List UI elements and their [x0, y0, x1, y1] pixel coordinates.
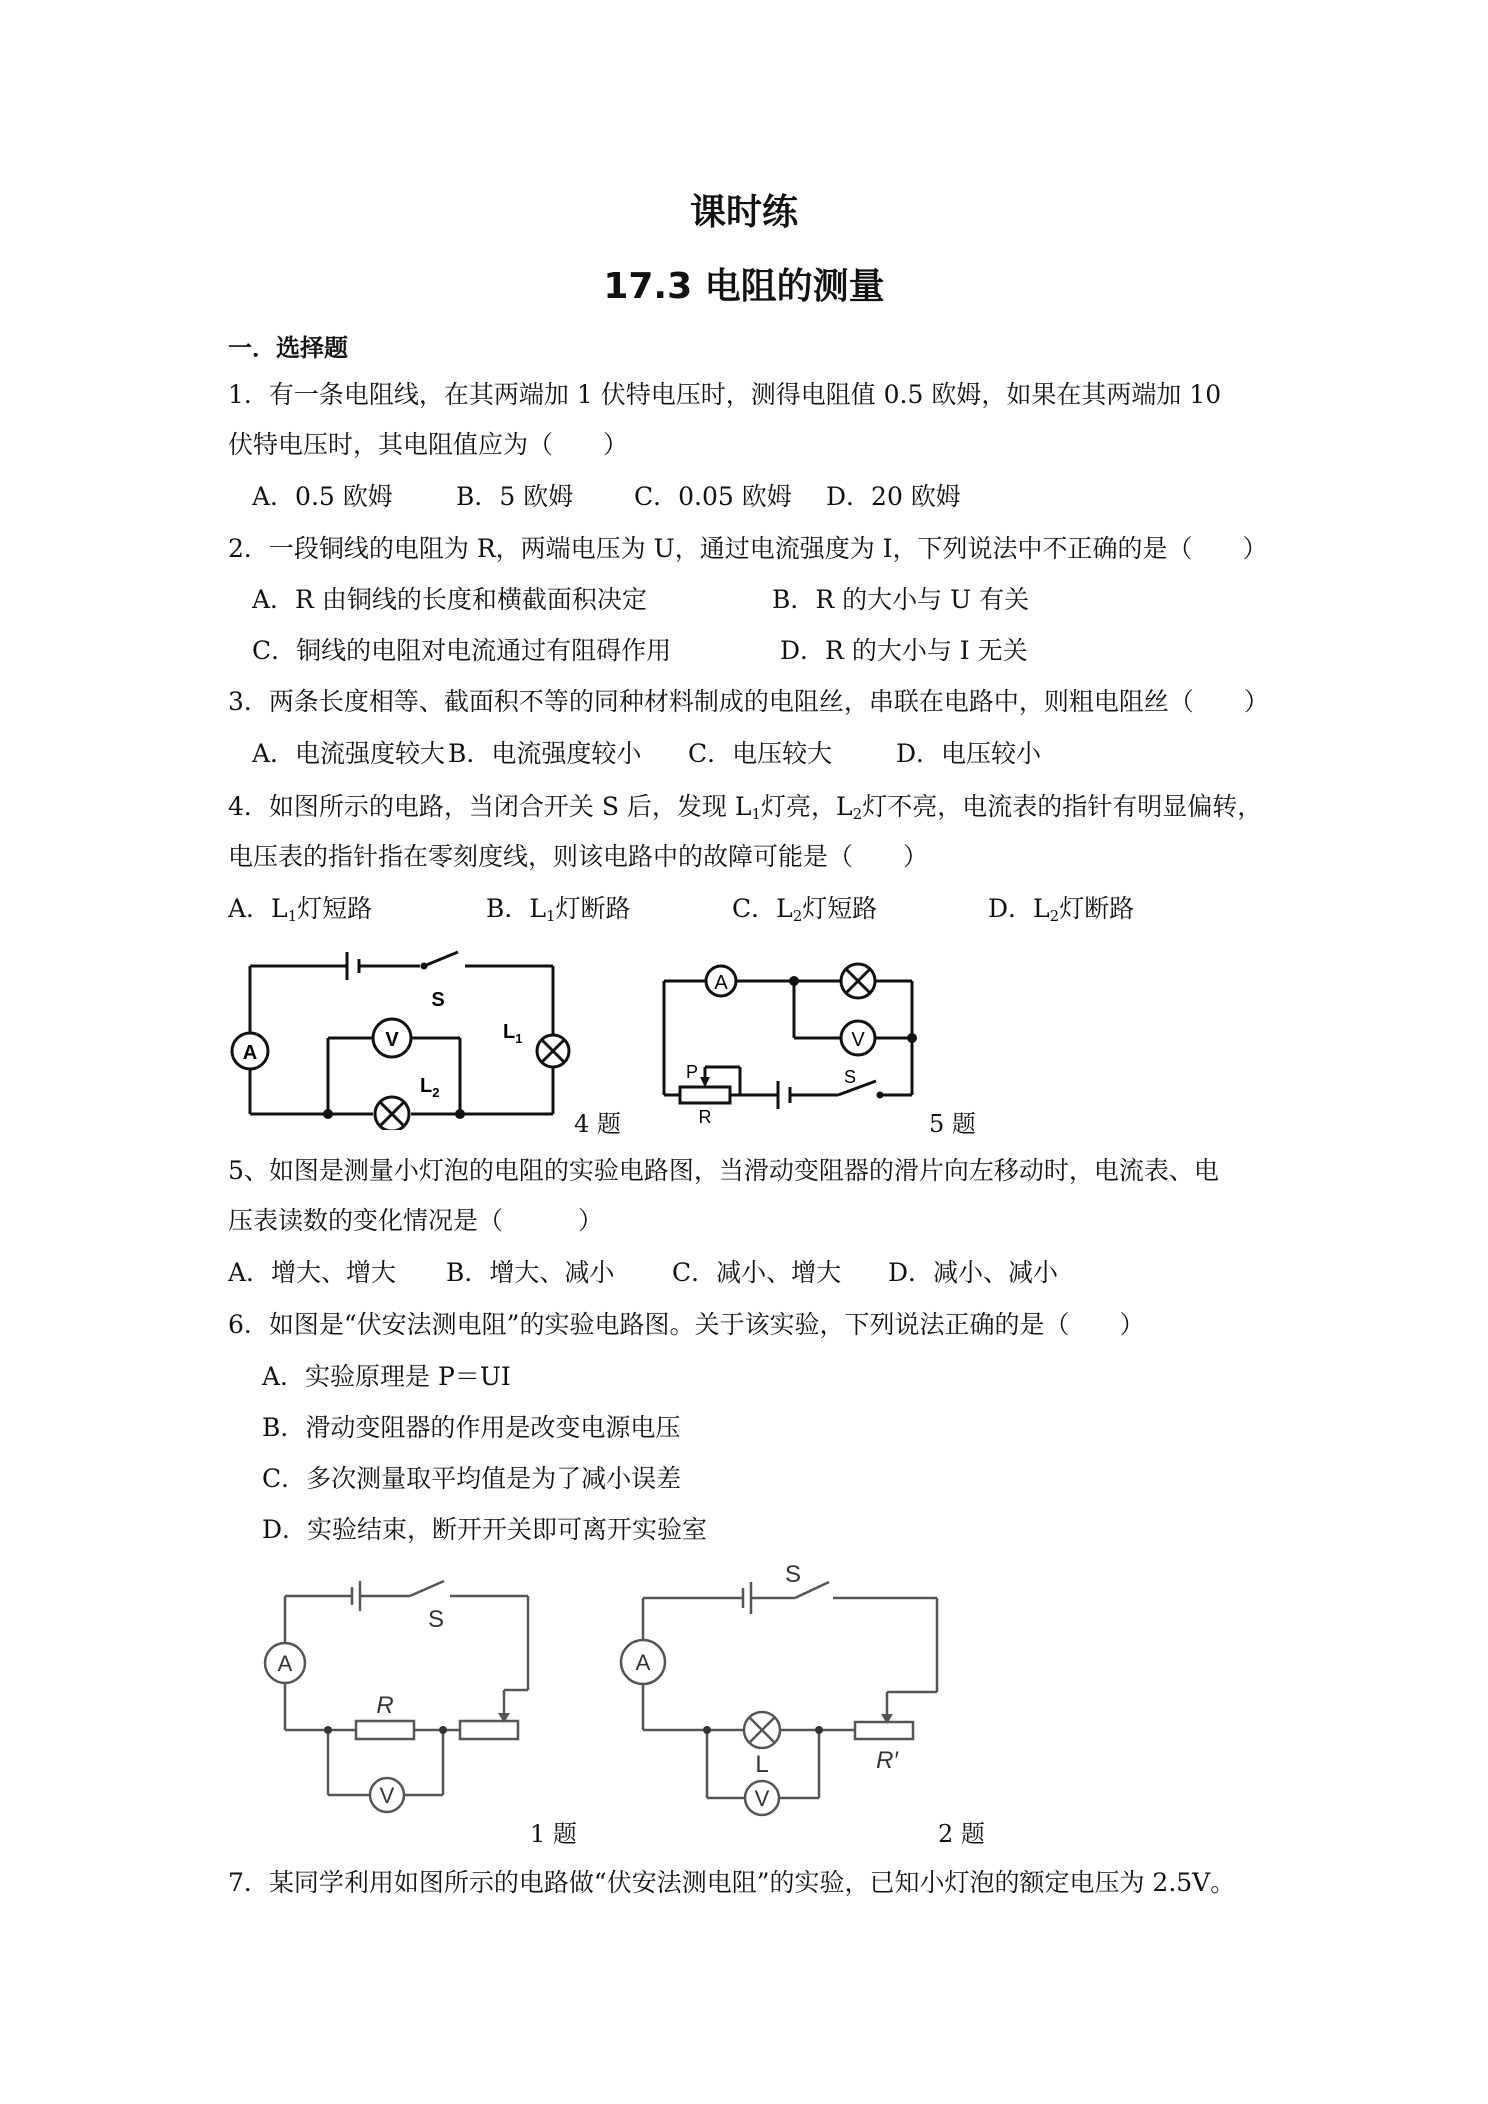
q2-option-c: C．铜线的电阻对电流通过有阻碍作用	[252, 636, 672, 665]
q4-option-b	[486, 892, 631, 933]
figure-caption-fig1: 1 题	[530, 1820, 577, 1848]
q4-d-sub: 2	[1049, 907, 1060, 925]
ammeter-label: A	[635, 1650, 651, 1675]
q4-sub: 2	[852, 805, 863, 823]
q3-option-c: C．电压较大	[688, 739, 833, 768]
q5-option-d: D．减小、减小	[888, 1258, 1059, 1287]
q4-a-text: A．L	[228, 894, 288, 923]
q3-option-a: A．电流强度较大	[252, 739, 446, 768]
q1-option-b: B．5 欧姆	[456, 482, 574, 511]
q1-stem-line2: 伏特电压时，其电阻值应为（ ）	[228, 430, 629, 459]
q5-option-a: A．增大、增大	[228, 1258, 397, 1287]
q4-c-text: C．L	[732, 894, 793, 923]
q5-option-b: B．增大、减小	[446, 1258, 615, 1287]
q1-option-d: D．20 欧姆	[826, 482, 961, 511]
q4-stem-line1	[228, 790, 1262, 831]
q4-text: 4．如图所示的电路，当闭合开关 S 后，发现 L	[228, 792, 752, 821]
lamp1-sub: 1	[515, 1031, 523, 1046]
section-heading: 一．选择题	[228, 334, 348, 362]
q4-sub: 1	[751, 805, 762, 823]
q4-c-text: 灯短路	[802, 894, 878, 923]
resistor-label: R	[376, 1692, 394, 1719]
ammeter-label: A	[242, 1042, 258, 1064]
page-subtitle: 17.3 电阻的测量	[603, 266, 885, 307]
q2-option-a: A．R 由铜线的长度和横截面积决定	[252, 585, 647, 614]
q1-stem-line1: 1．有一条电阻线，在其两端加 1 伏特电压时，测得电阻值 0.5 欧姆，如果在其两端加 10	[228, 380, 1222, 409]
q5-option-c: C．减小、增大	[672, 1258, 842, 1287]
q6-option-b: B．滑动变阻器的作用是改变电源电压	[262, 1413, 681, 1442]
q5-stem-line2: 压表读数的变化情况是（ ）	[228, 1206, 604, 1235]
voltmeter-label: V	[754, 1786, 770, 1811]
q2-option-b: B．R 的大小与 U 有关	[772, 585, 1030, 614]
q4-option-a	[228, 892, 372, 933]
q1-option-a: A．0.5 欧姆	[252, 482, 393, 511]
q4-option-c	[732, 892, 877, 933]
q4-a-sub: 1	[287, 907, 298, 925]
q4-option-d	[988, 892, 1134, 933]
ammeter-label: A	[277, 1651, 293, 1676]
voltmeter-label: V	[385, 1029, 399, 1051]
q4-b-text: B．L	[486, 894, 546, 923]
rheostat-label: R′	[876, 1747, 898, 1774]
q1-option-c: C．0.05 欧姆	[634, 482, 792, 511]
voltmeter-label: V	[379, 1783, 395, 1808]
circuit-diagram-q4	[220, 950, 600, 1130]
q7-stem: 7．某同学利用如图所示的电路做“伏安法测电阻”的实验，已知小灯泡的额定电压为 2.5V。	[228, 1868, 1236, 1897]
q6-option-a: A．实验原理是 P＝UI	[262, 1362, 511, 1391]
lamp2-sub: 2	[432, 1085, 440, 1100]
q4-d-text: 灯断路	[1059, 894, 1135, 923]
figure-caption-q4: 4 题	[574, 1110, 621, 1138]
figure-caption-q5: 5 题	[929, 1110, 976, 1138]
lamp2-label	[420, 1075, 439, 1100]
rheostat-label: R	[698, 1107, 712, 1127]
q4-b-text: 灯断路	[555, 894, 631, 923]
switch-label: S	[843, 1067, 857, 1087]
slider-label: P	[685, 1062, 699, 1082]
q4-text: 灯亮，L	[761, 792, 853, 821]
switch-label: S	[431, 989, 445, 1011]
q4-text: 灯不亮，电流表的指针有明显偏转，	[862, 792, 1263, 821]
circuit-diagram-q5	[650, 955, 930, 1130]
q4-stem-line2: 电压表的指针指在零刻度线，则该电路中的故障可能是（ ）	[228, 842, 929, 871]
q6-option-d: D．实验结束，断开开关即可离开实验室	[262, 1515, 708, 1544]
switch-label: S	[427, 1606, 445, 1633]
lamp1-letter: L	[503, 1021, 516, 1043]
q4-c-sub: 2	[792, 907, 803, 925]
q2-stem: 2．一段铜线的电阻为 R，两端电压为 U，通过电流强度为 I，下列说法中不正确的是（ ）	[228, 534, 1268, 563]
voltmeter-label: V	[851, 1029, 865, 1051]
figure-caption-fig2: 2 题	[938, 1820, 985, 1848]
page-title: 课时练	[689, 192, 798, 233]
q4-d-text: D．L	[988, 894, 1050, 923]
ammeter-label: A	[714, 972, 728, 994]
switch-label: S	[784, 1561, 802, 1588]
q3-stem: 3．两条长度相等、截面积不等的同种材料制成的电阻丝，串联在电路中，则粗电阻丝（ ）	[228, 687, 1269, 716]
q4-a-text: 灯短路	[297, 894, 373, 923]
circuit-diagram-fig2	[615, 1560, 945, 1845]
q4-b-sub: 1	[545, 907, 556, 925]
lamp1-label	[503, 1021, 522, 1046]
q3-option-d: D．电压较小	[896, 739, 1042, 768]
q2-option-d: D．R 的大小与 I 无关	[780, 636, 1028, 665]
lamp2-letter: L	[420, 1075, 433, 1097]
q3-option-b: B．电流强度较小	[448, 739, 642, 768]
lamp-label: L	[755, 1751, 769, 1778]
circuit-diagram-fig1	[260, 1575, 540, 1840]
q6-stem: 6．如图是“伏安法测电阻”的实验电路图。关于该实验，下列说法正确的是（ ）	[228, 1310, 1145, 1339]
q6-option-c: C．多次测量取平均值是为了减小误差	[262, 1464, 682, 1493]
q5-stem-line1: 5、如图是测量小灯泡的电阻的实验电路图，当滑动变阻器的滑片向左移动时，电流表、电	[228, 1156, 1219, 1185]
